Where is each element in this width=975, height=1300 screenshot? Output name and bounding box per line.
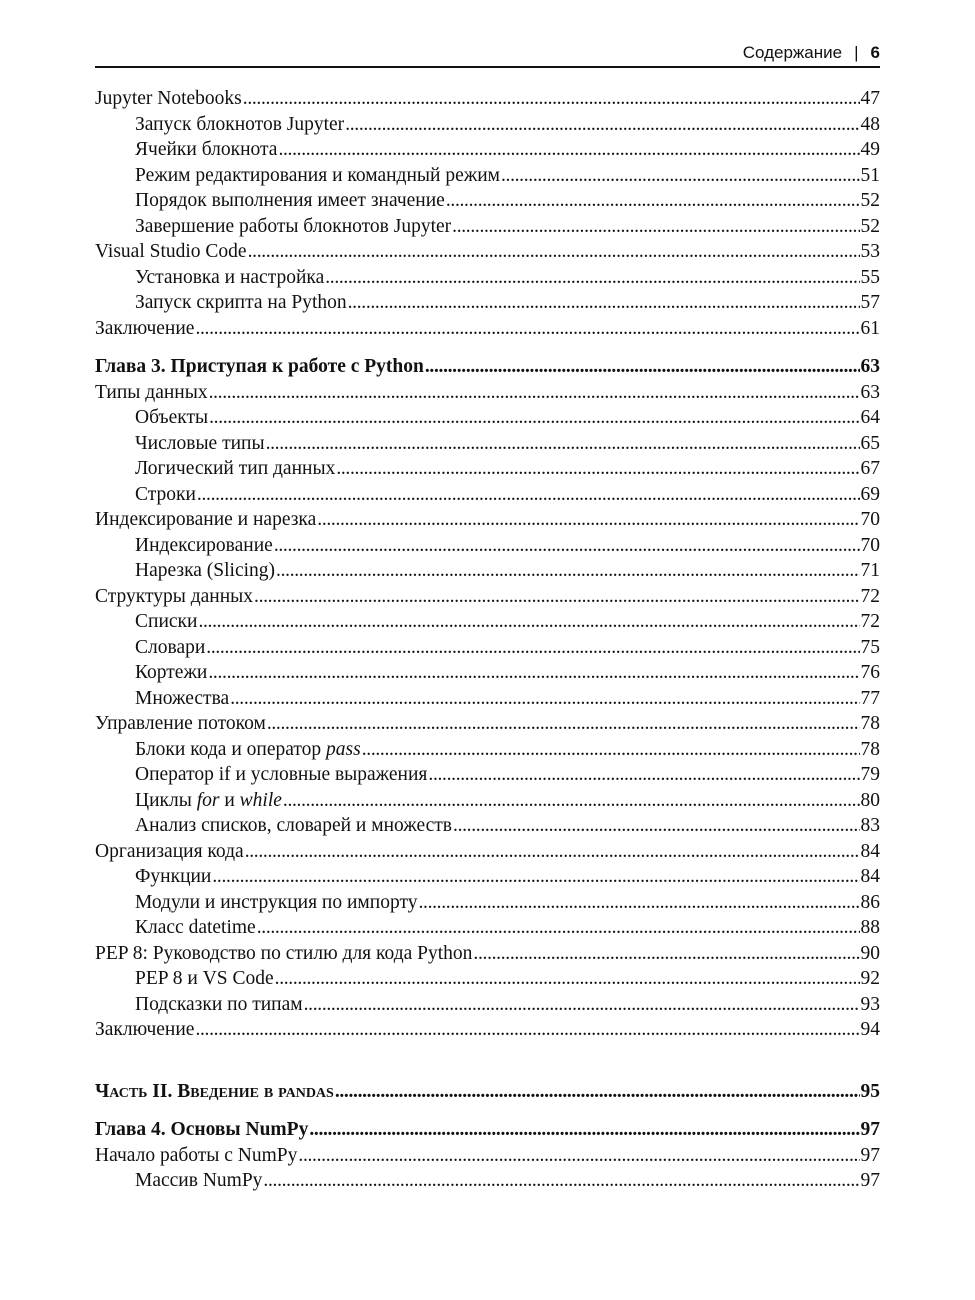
toc-entry bbox=[95, 558, 880, 584]
toc-entry-title: Завершение работы блокнотов Jupyter bbox=[135, 215, 452, 237]
toc-entry-title: Строки bbox=[135, 483, 196, 505]
toc-entry bbox=[95, 686, 880, 712]
dot-leader bbox=[230, 686, 859, 712]
dot-leader bbox=[298, 1143, 859, 1169]
dot-leader bbox=[325, 265, 859, 291]
toc-entry bbox=[95, 380, 880, 406]
toc-entry-title: Анализ списков, словарей и множеств bbox=[135, 815, 453, 836]
dot-leader bbox=[304, 992, 860, 1018]
toc-entry bbox=[95, 635, 880, 661]
toc-entry-page: 97 bbox=[860, 1170, 880, 1191]
toc-entry-title: Структуры данных bbox=[95, 585, 254, 607]
toc-entry-title: Установка и настройка bbox=[135, 266, 325, 288]
dot-leader bbox=[257, 915, 860, 941]
toc-entry bbox=[95, 290, 880, 316]
toc-entry bbox=[95, 1143, 880, 1169]
toc-entry-page: 93 bbox=[860, 993, 880, 1015]
dot-leader bbox=[501, 163, 860, 189]
dot-leader bbox=[195, 1017, 859, 1043]
toc-entry bbox=[95, 788, 880, 814]
toc-entry-page: 55 bbox=[860, 266, 880, 288]
toc-entry bbox=[95, 711, 880, 737]
toc-entry bbox=[95, 137, 880, 163]
toc-entry bbox=[95, 533, 880, 559]
toc-entry-title: Порядок выполнения имеет значение bbox=[135, 190, 445, 211]
toc-entry-title: Индексирование и нарезка bbox=[95, 509, 317, 530]
dot-leader bbox=[254, 584, 859, 610]
toc-entry-title: Числовые типы bbox=[135, 432, 265, 454]
toc-entry-page: 57 bbox=[860, 292, 880, 313]
toc-entry-title-italic: while bbox=[239, 789, 282, 811]
toc-entry-page: 70 bbox=[860, 509, 880, 530]
toc-entry-page: 63 bbox=[860, 381, 880, 403]
toc-entry-title: Модули и инструкция по импорту bbox=[135, 891, 418, 913]
toc-entry-page: 47 bbox=[860, 88, 880, 109]
dot-leader bbox=[195, 316, 859, 342]
header-section-title: Содержание bbox=[742, 43, 843, 62]
toc-entry bbox=[95, 762, 880, 788]
dot-leader bbox=[198, 609, 859, 635]
toc-entry-title: Оператор if и условные выражения bbox=[135, 764, 428, 785]
toc-entry bbox=[95, 864, 880, 890]
dot-leader bbox=[209, 380, 860, 406]
toc-entry-title: Массив NumPy bbox=[135, 1170, 263, 1191]
toc-entry-page: 92 bbox=[860, 968, 880, 989]
dot-leader bbox=[452, 214, 859, 240]
toc-entry-title-text: Блоки кода и оператор bbox=[135, 738, 327, 760]
toc-entry-title: Подсказки по типам bbox=[135, 993, 303, 1015]
dot-leader bbox=[425, 354, 860, 380]
dot-leader bbox=[248, 239, 860, 265]
dot-leader bbox=[317, 507, 859, 533]
toc-entry bbox=[95, 265, 880, 291]
table-of-contents bbox=[95, 86, 880, 1194]
dot-leader bbox=[335, 1079, 860, 1105]
dot-leader bbox=[348, 290, 860, 316]
dot-leader bbox=[473, 941, 859, 967]
dot-leader bbox=[446, 188, 860, 214]
toc-entry bbox=[95, 839, 880, 865]
toc-chapter-entry bbox=[95, 1117, 880, 1143]
toc-entry-page: 69 bbox=[860, 483, 880, 505]
toc-entry-page: 84 bbox=[860, 866, 880, 887]
toc-entry-page: 70 bbox=[860, 534, 880, 556]
toc-entry bbox=[95, 941, 880, 967]
dot-leader bbox=[263, 1168, 859, 1194]
toc-entry-page: 80 bbox=[860, 789, 880, 811]
toc-entry-title bbox=[135, 788, 282, 814]
toc-entry-title: Jupyter Notebooks bbox=[95, 88, 242, 109]
toc-entry-title: Часть II. Введение в pandas bbox=[95, 1080, 334, 1102]
toc-entry-page: 75 bbox=[860, 636, 880, 658]
toc-entry-title: Visual Studio Code bbox=[95, 241, 247, 262]
toc-entry-page: 95 bbox=[860, 1080, 880, 1102]
toc-entry-title: Заключение bbox=[95, 317, 195, 339]
dot-leader bbox=[453, 813, 859, 839]
toc-entry bbox=[95, 966, 880, 992]
toc-entry-title-italic: pass bbox=[326, 738, 361, 760]
toc-entry-page: 48 bbox=[860, 113, 880, 135]
toc-entry-title-text: и bbox=[219, 789, 240, 811]
toc-entry-title: Словари bbox=[135, 636, 206, 658]
toc-entry-page: 61 bbox=[860, 317, 880, 339]
toc-entry-title-text: Циклы bbox=[135, 789, 197, 811]
toc-entry-page: 52 bbox=[860, 215, 880, 237]
toc-entry-page: 83 bbox=[860, 815, 880, 836]
toc-entry-title: Объекты bbox=[135, 407, 209, 428]
toc-spacer bbox=[95, 1104, 880, 1117]
toc-entry-title: Организация кода bbox=[95, 840, 244, 862]
toc-entry-title: Запуск скрипта на Python bbox=[135, 292, 347, 313]
toc-entry bbox=[95, 660, 880, 686]
toc-entry-title-italic: for bbox=[196, 789, 220, 811]
toc-entry bbox=[95, 915, 880, 941]
toc-entry-title: Управление потоком bbox=[95, 713, 266, 734]
toc-entry-title: Индексирование bbox=[135, 534, 273, 556]
dot-leader bbox=[283, 788, 860, 814]
toc-entry-page: 88 bbox=[860, 917, 880, 938]
toc-entry-title: Функции bbox=[135, 866, 212, 887]
toc-entry bbox=[95, 405, 880, 431]
toc-entry bbox=[95, 214, 880, 240]
header-page-number: 6 bbox=[870, 43, 880, 62]
dot-leader bbox=[212, 864, 859, 890]
toc-entry bbox=[95, 431, 880, 457]
toc-entry bbox=[95, 1017, 880, 1043]
header-separator: | bbox=[854, 43, 859, 62]
toc-entry-page: 90 bbox=[860, 942, 880, 964]
dot-leader bbox=[345, 112, 859, 138]
toc-entry-page: 76 bbox=[860, 662, 880, 683]
dot-leader bbox=[206, 635, 859, 661]
toc-entry-page: 84 bbox=[860, 840, 880, 862]
toc-entry-page: 78 bbox=[860, 713, 880, 734]
dot-leader bbox=[243, 86, 860, 112]
toc-entry-page: 78 bbox=[860, 738, 880, 760]
toc-entry-page: 79 bbox=[860, 764, 880, 785]
dot-leader bbox=[274, 533, 860, 559]
dot-leader bbox=[276, 558, 859, 584]
toc-entry bbox=[95, 609, 880, 635]
toc-entry-page: 63 bbox=[860, 356, 880, 377]
toc-entry-title: PEP 8: Руководство по стилю для кода Python bbox=[95, 942, 473, 964]
toc-entry-title: Ячейки блокнота bbox=[135, 139, 278, 160]
running-header bbox=[95, 40, 880, 68]
toc-entry-title: Кортежи bbox=[135, 662, 208, 683]
toc-entry-title: Начало работы с NumPy bbox=[95, 1144, 298, 1166]
dot-leader bbox=[208, 660, 859, 686]
dot-leader bbox=[309, 1117, 859, 1143]
dot-leader bbox=[428, 762, 859, 788]
toc-chapter-entry bbox=[95, 354, 880, 380]
toc-entry-page: 97 bbox=[860, 1119, 880, 1140]
toc-entry-title: Глава 3. Приступая к работе с Python bbox=[95, 356, 424, 377]
toc-spacer bbox=[95, 341, 880, 354]
toc-entry-page: 94 bbox=[860, 1019, 880, 1040]
toc-entry-title: Режим редактирования и командный режим bbox=[135, 164, 500, 186]
toc-entry-title: Логический тип данных bbox=[135, 458, 336, 479]
toc-entry bbox=[95, 112, 880, 138]
toc-entry-page: 65 bbox=[860, 432, 880, 454]
dot-leader bbox=[197, 482, 860, 508]
toc-entry-page: 49 bbox=[860, 139, 880, 160]
dot-leader bbox=[362, 737, 860, 763]
toc-entry-page: 71 bbox=[860, 560, 880, 581]
toc-entry bbox=[95, 737, 880, 763]
dot-leader bbox=[245, 839, 860, 865]
dot-leader bbox=[275, 966, 860, 992]
dot-leader bbox=[267, 711, 860, 737]
toc-entry bbox=[95, 507, 880, 533]
toc-entry bbox=[95, 992, 880, 1018]
dot-leader bbox=[336, 456, 859, 482]
toc-entry-title: Заключение bbox=[95, 1019, 195, 1040]
toc-entry bbox=[95, 456, 880, 482]
toc-entry-title: Класс datetime bbox=[135, 917, 256, 938]
toc-entry bbox=[95, 239, 880, 265]
toc-entry bbox=[95, 482, 880, 508]
toc-entry-title: Запуск блокнотов Jupyter bbox=[135, 113, 345, 135]
toc-entry-page: 72 bbox=[860, 585, 880, 607]
toc-entry-title: Нарезка (Slicing) bbox=[135, 560, 276, 581]
toc-entry-page: 67 bbox=[860, 458, 880, 479]
toc-entry-page: 72 bbox=[860, 611, 880, 632]
dot-leader bbox=[209, 405, 859, 431]
toc-entry bbox=[95, 1168, 880, 1194]
toc-entry-page: 52 bbox=[860, 190, 880, 211]
toc-entry-title: Глава 4. Основы NumPy bbox=[95, 1119, 309, 1140]
dot-leader bbox=[278, 137, 859, 163]
toc-entry-page: 77 bbox=[860, 687, 880, 709]
toc-entry bbox=[95, 188, 880, 214]
toc-entry bbox=[95, 890, 880, 916]
dot-leader bbox=[266, 431, 860, 457]
toc-entry bbox=[95, 86, 880, 112]
toc-entry-title: Множества bbox=[135, 687, 230, 709]
toc-entry-title bbox=[135, 737, 361, 763]
toc-entry-title: Списки bbox=[135, 611, 198, 632]
toc-entry bbox=[95, 813, 880, 839]
toc-entry-page: 51 bbox=[860, 164, 880, 186]
toc-entry bbox=[95, 163, 880, 189]
dot-leader bbox=[418, 890, 859, 916]
toc-entry bbox=[95, 584, 880, 610]
toc-entry-title: Типы данных bbox=[95, 381, 208, 403]
toc-spacer bbox=[95, 1043, 880, 1079]
toc-entry-title: PEP 8 и VS Code bbox=[135, 968, 274, 989]
toc-entry bbox=[95, 316, 880, 342]
toc-entry-page: 86 bbox=[860, 891, 880, 913]
toc-entry-page: 53 bbox=[860, 241, 880, 262]
toc-part-entry bbox=[95, 1079, 880, 1105]
toc-entry-page: 97 bbox=[860, 1144, 880, 1166]
toc-entry-page: 64 bbox=[860, 407, 880, 428]
